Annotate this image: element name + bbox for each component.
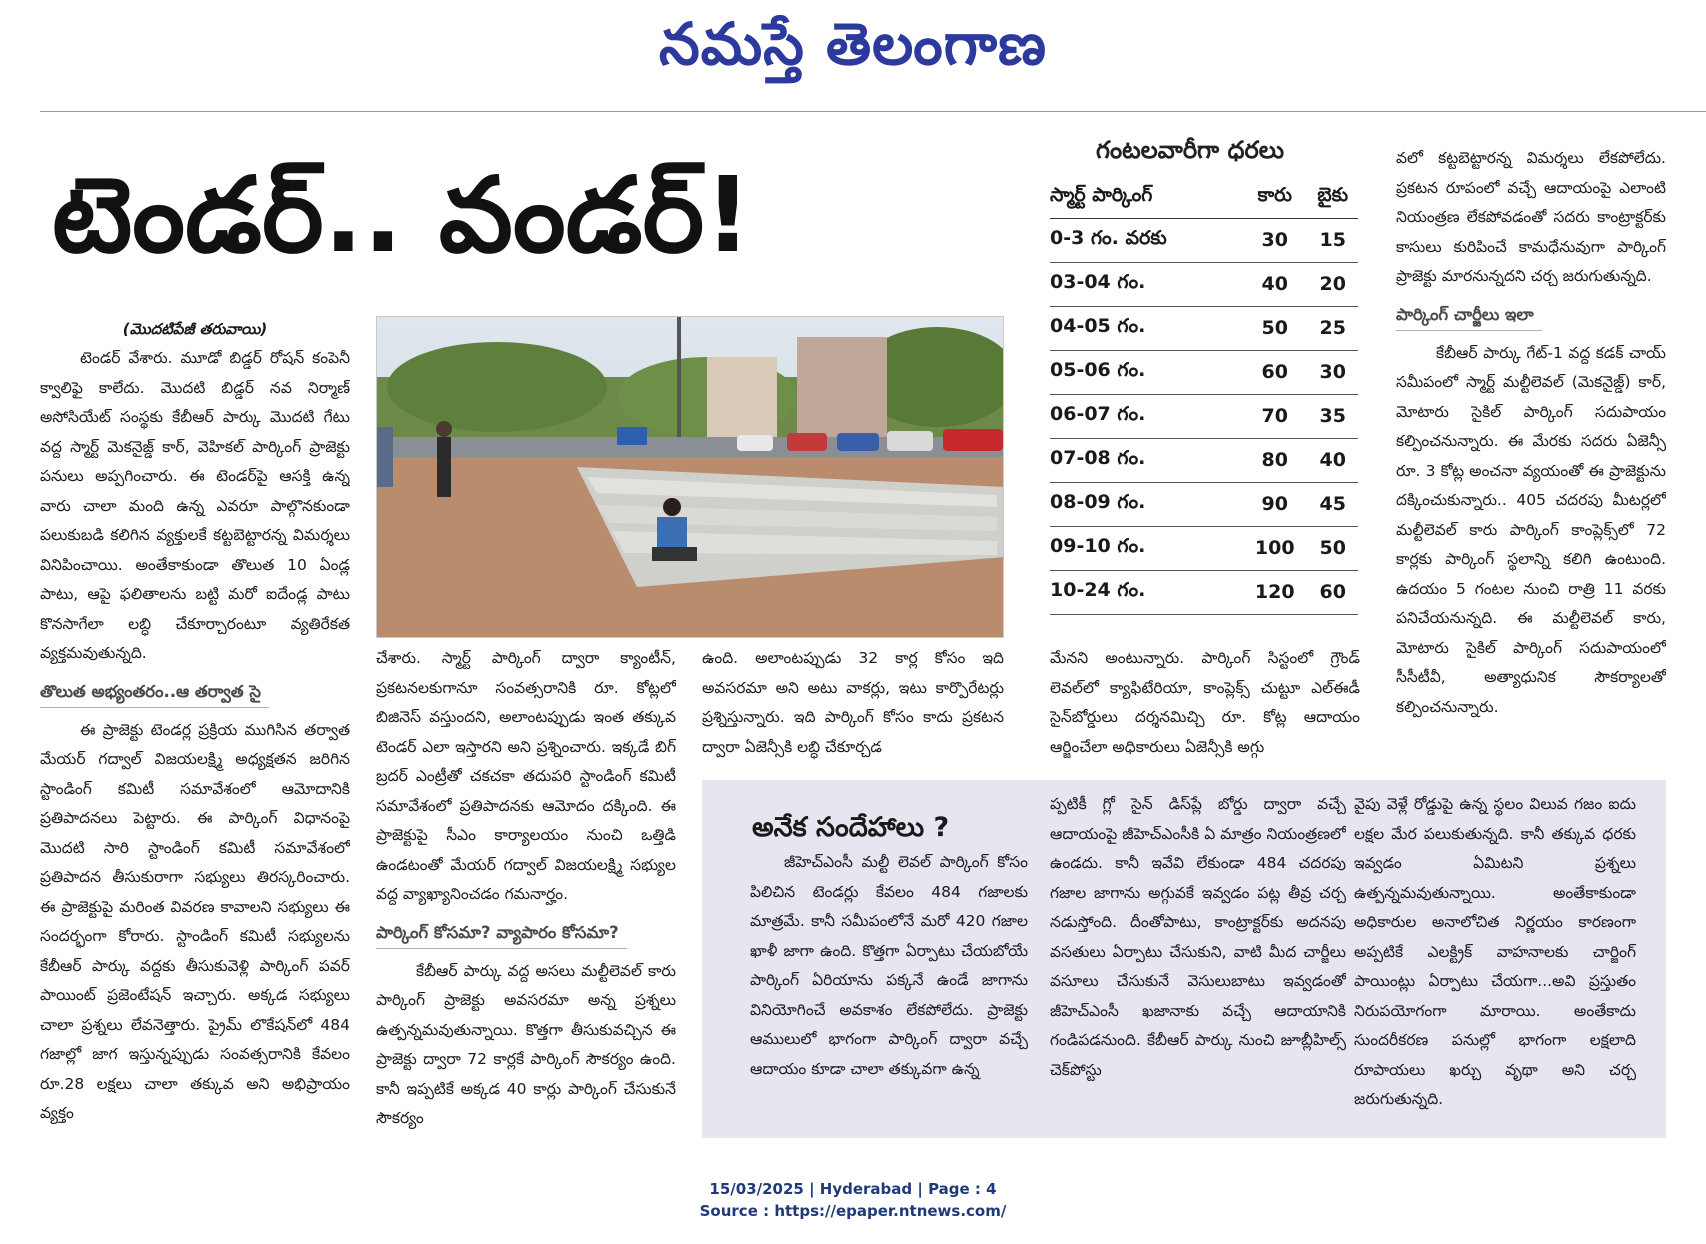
page-footer bbox=[0, 1178, 1706, 1222]
rates-cell-bike: 40 bbox=[1307, 438, 1358, 482]
rates-row bbox=[1050, 394, 1358, 438]
article-photo bbox=[376, 316, 1004, 638]
rates-cell-slot: 0-3 గం. వరకు bbox=[1050, 218, 1242, 262]
rates-header-car: కారు bbox=[1242, 178, 1307, 218]
continued-kicker: (మొదటిపేజీ తరువాయి) bbox=[122, 320, 268, 338]
rates-cell-car: 80 bbox=[1242, 438, 1307, 482]
column-2-paragraph-2: కేబీఆర్ పార్కు వద్ద అసలు మల్టీలెవల్ కారు పార్కింగ్ ప్రాజెక్టు అవసరమా అన్న ప్రశ్నలు ఉత్పన్నమవుతున్నాయి. కొత్తగా తీసుకువచ్చిన ఈ ప్రాజెక్టు ద్వారా 72 కార్లకే పార్కింగ్ సౌకర్యం ఉంది. కానీ ఇప్పటికే అక్కడ 40 కార్లు పార్కింగ్ చేసుకునే సౌకర్యం bbox=[376, 961, 676, 1127]
rates-cell-slot: 03-04 గం. bbox=[1050, 262, 1242, 306]
column-3-paragraph-1: ఉంది. అలాంటప్పుడు 32 కార్ల కోసం ఇది అవసరమా అని అటు వాకర్లు, ఇటు కార్పొరేటర్లు ప్రశ్నిస్తున్నారు. ఇది పార్కింగ్ కోసం కాదు ప్రకటన ద్వారా ఏజెన్సీకి లబ్ధి చేకూర్చడ bbox=[702, 649, 1004, 756]
headline: టెండర్.. వండర్! bbox=[52, 154, 752, 276]
rates-cell-slot: 08-09 గం. bbox=[1050, 482, 1242, 526]
rates-row bbox=[1050, 482, 1358, 526]
column-5-paragraph-1: వలో కట్టబెట్టారన్న విమర్శలు లేకపోలేదు. ప్రకటన రూపంలో వచ్చే ఆదాయంపై ఎలాంటి నియంత్రణ లేకపోవడంతో సదరు కాంట్రాక్టర్‌కు కాసులు కురిపించే కామధేనువుగా పార్కింగ్ ప్రాజెక్టు మారనున్నదని చర్చ జరుగుతున్నది. bbox=[1396, 149, 1666, 285]
rates-cell-car: 100 bbox=[1242, 526, 1307, 570]
rates-cell-car: 50 bbox=[1242, 306, 1307, 350]
rates-cell-car: 70 bbox=[1242, 394, 1307, 438]
rates-cell-slot: 05-06 గం. bbox=[1050, 350, 1242, 394]
doubts-column-3: వైపు వెళ్లే రోడ్డుపై ఉన్న స్థలం విలువ గజం ఐదు లక్షల మేర పలుకుతున్నది. కానీ తక్కువ ధరకు ఇవ్వడం ఏమిటని ప్రశ్నలు ఉత్పన్నమవుతున్నాయి. అంతేకాకుండా అధికారుల అనాలోచిత నిర్ణయం కారణంగా అప్పటికే ఎలక్ట్రిక్ వాహనాలకు చార్జింగ్ పాయింట్లు ఏర్పాటు చేయగా...అవి ప్రస్తుతం నిరుపయోగంగా మారాయి. అంతేకాదు సుందరీకరణ పనుల్లో భాగంగా లక్షలాది రూపాయలు ఖర్చు వృథా అని చర్చ జరుగుతున్నది. bbox=[1354, 795, 1636, 1108]
rates-cell-car: 120 bbox=[1242, 570, 1307, 614]
rates-cell-bike: 20 bbox=[1307, 262, 1358, 306]
rates-header-row bbox=[1050, 178, 1358, 218]
article-column-5 bbox=[1396, 144, 1666, 764]
article-column-1 bbox=[40, 314, 350, 1144]
rates-cell-bike: 15 bbox=[1307, 218, 1358, 262]
masthead-rule bbox=[40, 111, 1706, 112]
rates-row bbox=[1050, 306, 1358, 350]
rates-cell-car: 90 bbox=[1242, 482, 1307, 526]
rates-cell-slot: 04-05 గం. bbox=[1050, 306, 1242, 350]
doubts-box-title: అనేక సందేహాలు ? bbox=[752, 812, 950, 843]
rates-cell-bike: 25 bbox=[1307, 306, 1358, 350]
column-5-paragraph-2: కేబీఆర్ పార్కు గేట్-1 వద్ద కడక్ చాయ్ సమీపంలో స్మార్ట్ మల్టీలెవల్ (మెకనైజ్డ్) కార్, మోటారు సైకిల్ పార్కింగ్ సదుపాయం కల్పించనున్నారు. ఈ మేరకు సదరు ఏజెన్సీ రూ. 3 కోట్ల అంచనా వ్యయంతో ఈ ప్రాజెక్టును దక్కించుకున్నారు.. 405 చదరపు మీటర్లలో మల్టీలెవల్ కారు పార్కింగ్ కాంప్లెక్స్‌లో 72 కార్లకు పార్కింగ్ స్థలాన్ని కలిగి ఉంటుంది. ఉదయం 5 గంటల నుంచి రాత్రి 11 వరకు పనిచేయనున్నది. ఈ మల్టీలెవల్ కారు, మోటారు సైకిల్ పార్కింగ్ సదుపాయంలో సీసీటీవీ, అత్యాధునిక సౌకర్యాలతో కల్పించనున్నారు. bbox=[1396, 343, 1666, 716]
rates-cell-bike: 30 bbox=[1307, 350, 1358, 394]
rates-cell-bike: 60 bbox=[1307, 570, 1358, 614]
doubts-column-2: ప్పటికీ గ్లో సైన్ డిస్‌ప్లే బోర్డు ద్వారా వచ్చే ఆదాయంపై జీహెచ్ఎంసీకి ఏ మాత్రం నియంత్రణలో ఉండదు. కానీ ఇవేవి లేకుండా 484 చదరపు గజాల జాగాను అగ్గువకే ఇవ్వడం పట్ల తీవ్ర చర్చ నడుస్తోంది. దీంతోపాటు, కాంట్రాక్టర్‌కు అదనపు వసతులు ఏర్పాటు చేసుకుని, వాటి మీద చార్జీలు వసూలు చేసుకునే వెసులుబాటు ఇవ్వడంతో జీహెచ్ఎంసీ ఖజానాకు వచ్చే ఆదాయానికి గండిపడనుంది. కేబీఆర్ పార్కు నుంచి జూబ్లీహిల్స్ చెక్‌పోస్టు bbox=[1050, 795, 1346, 1079]
rates-header-slot: స్మార్ట్ పార్కింగ్ bbox=[1050, 178, 1242, 218]
footer-source-line: Source : https://epaper.ntnews.com/ bbox=[699, 1202, 1007, 1220]
rates-cell-car: 60 bbox=[1242, 350, 1307, 394]
rates-row bbox=[1050, 570, 1358, 614]
rates-cell-slot: 10-24 గం. bbox=[1050, 570, 1242, 614]
rates-cell-bike: 45 bbox=[1307, 482, 1358, 526]
doubts-box-content bbox=[702, 780, 1666, 1138]
footer-date-line: 15/03/2025 | Hyderabad | Page : 4 bbox=[709, 1180, 997, 1198]
masthead-logo: నమస్తే తెలంగాణ bbox=[659, 10, 1047, 78]
rates-cell-slot: 09-10 గం. bbox=[1050, 526, 1242, 570]
subheading-parking-charges: పార్కింగ్ చార్జీలు ఇలా bbox=[1396, 300, 1542, 331]
rates-cell-slot: 06-07 గం. bbox=[1050, 394, 1242, 438]
rates-row bbox=[1050, 438, 1358, 482]
article-column-2 bbox=[376, 644, 676, 1144]
doubts-column-1: జీహెచ్ఎంసీ మల్టీ లెవల్ పార్కింగ్ కోసం పిలిచిన టెండర్లు కేవలం 484 గజాలకు మాత్రమే. కానీ సమీపంలోనే మరో 420 గజాల ఖాళీ జాగా ఉంది. కొత్తగా ఏర్పాటు చేయబోయే పార్కింగ్ ఏరియాను పక్కనే ఉండే జాగాను వినియోగించే అవకాశం లేకపోలేదు. ప్రాజెక్టు ఆములులో భాగంగా పార్కింగ్ ద్వారా వచ్చే ఆదాయం కూడా చాలా తక్కువగా ఉన్న bbox=[750, 853, 1028, 1078]
article-column-4 bbox=[1050, 644, 1360, 762]
column-1-paragraph-2: ఈ ప్రాజెక్టు టెండర్ల ప్రక్రియ ముగిసిన తర్వాత మేయర్ గద్వాల్ విజయలక్ష్మి అధ్యక్షతన జరిగిన స్టాండింగ్ కమిటీ సమావేశంలో ఆమోదానికి ప్రతిపాదనలు పెట్టారు. ఈ పార్కింగ్ విధానంపై మొదటి సారి స్టాండింగ్ కమిటీ సమావేశంలో ప్రతిపాదన తీసుకురాగా సభ్యులు తిరస్కరించారు. ఈ ప్రాజెక్టుపై మరింత వివరణ కావాలని సభ్యులు ఈ సందర్భంగా కోరారు. స్టాండింగ్ కమిటీ సభ్యులను కేబీఆర్ పార్కు వద్దకు తీసుకువెళ్లి పార్కింగ్ పవర్ పాయింట్ ప్రజెంటేషన్ ఇచ్చారు. అక్కడ సభ్యులు చాలా ప్రశ్నలు లేవనెత్తారు. ప్రైమ్ లొకేషన్‌లో 484 గజాల్లో జాగ ఇస్తున్నప్పుడు సంవత్సరానికి కేవలం రూ.28 లక్షలు చాలా తక్కువ అని అభిప్రాయం వ్యక్తం bbox=[40, 720, 350, 1122]
rates-row bbox=[1050, 350, 1358, 394]
rates-cell-car: 40 bbox=[1242, 262, 1307, 306]
rates-title: గంటలవారీగా ధరలు bbox=[1095, 136, 1285, 164]
column-1-paragraph-1: టెండర్ వేశారు. మూడో బిడ్డర్ రోషన్ కంపెనీ క్వాలిఫై కాలేదు. మొదటి బిడ్డర్ నవ నిర్మాణ్ అసోసియేట్ సంస్థకు కేబీఆర్ పార్కు మొదటి గేటు వద్ద స్మార్ట్ మెకనైజ్డ్ కార్, వెహికల్ పార్కింగ్ ప్రాజెక్టు పనులు అప్పగించారు. ఈ టెండర్‌పై ఆసక్తి ఉన్న వారు చాలా మంది ఉన్న ఎవరూ పాల్గొనకుండా పలుకుబడి కలిగిన వ్యక్తులకే కట్టబెట్టారన్న విమర్శలు వినిపించాయి. అంతేకాకుండా తొలుత 10 ఏండ్ల పాటు, ఆపై ఫలితాలను బట్టి మరో ఐదేండ్ల పాటు కొనసాగేలా లబ్ధి చేకూర్చారంటూ వ్యతిరేకత వ్యక్తమవుతున్నది. bbox=[40, 349, 350, 662]
rates-header-bike: బైకు bbox=[1307, 178, 1358, 218]
rates-cell-bike: 50 bbox=[1307, 526, 1358, 570]
column-4-paragraph-1: మేనని అంటున్నారు. పార్కింగ్ సిస్టంలో గ్రౌండ్ లెవల్‌లో క్యాఫిటేరియా, కాంప్లెక్స్ చుట్టూ ఎల్ఈడీ సైన్‌బోర్డులు దర్శనమిచ్చి రూ. కోట్ల ఆదాయం ఆర్జించేలా అధికారులు ఏజెన్సీకి అగ్గు bbox=[1050, 649, 1360, 756]
column-2-paragraph-1: చేశారు. స్మార్ట్ పార్కింగ్ ద్వారా క్యాంటీన్, ప్రకటనలకుగానూ సంవత్సరానికి రూ. కోట్లలో బిజినెస్ వస్తుందని, అలాంటప్పుడు ఇంత తక్కువ టెండర్ ఎలా ఇస్తారని అని ప్రశ్నించారు. ఇక్కడే బిగ్ బ్రదర్ ఎంట్రీతో చకచకా తదుపరి స్టాండింగ్ కమిటీ సమావేశంలో ప్రతిపాదనకు ఆమోదం దక్కింది. ఈ ప్రాజెక్టుపై సీఎం కార్యాలయం నుంచి ఒత్తిడి ఉండటంతో మేయర్ గద్వాల్ విజయలక్ష్మి సభ్యుల వద్ద వ్యాఖ్యానించడం గమనార్హం. bbox=[376, 649, 676, 903]
rates-row bbox=[1050, 526, 1358, 570]
rates-cell-slot: 07-08 గం. bbox=[1050, 438, 1242, 482]
rates-table bbox=[1050, 178, 1358, 615]
subheading-first-objection: తొలుత అభ్యంతరం..ఆ తర్వాత సై bbox=[40, 677, 269, 708]
article-column-3 bbox=[702, 644, 1004, 762]
rates-row bbox=[1050, 218, 1358, 262]
subheading-parking-or-business: పార్కింగ్ కోసమా? వ్యాపారం కోసమా? bbox=[376, 918, 627, 949]
parking-site-photo bbox=[377, 317, 1004, 638]
rates-cell-car: 30 bbox=[1242, 218, 1307, 262]
rates-cell-bike: 35 bbox=[1307, 394, 1358, 438]
rates-row bbox=[1050, 262, 1358, 306]
